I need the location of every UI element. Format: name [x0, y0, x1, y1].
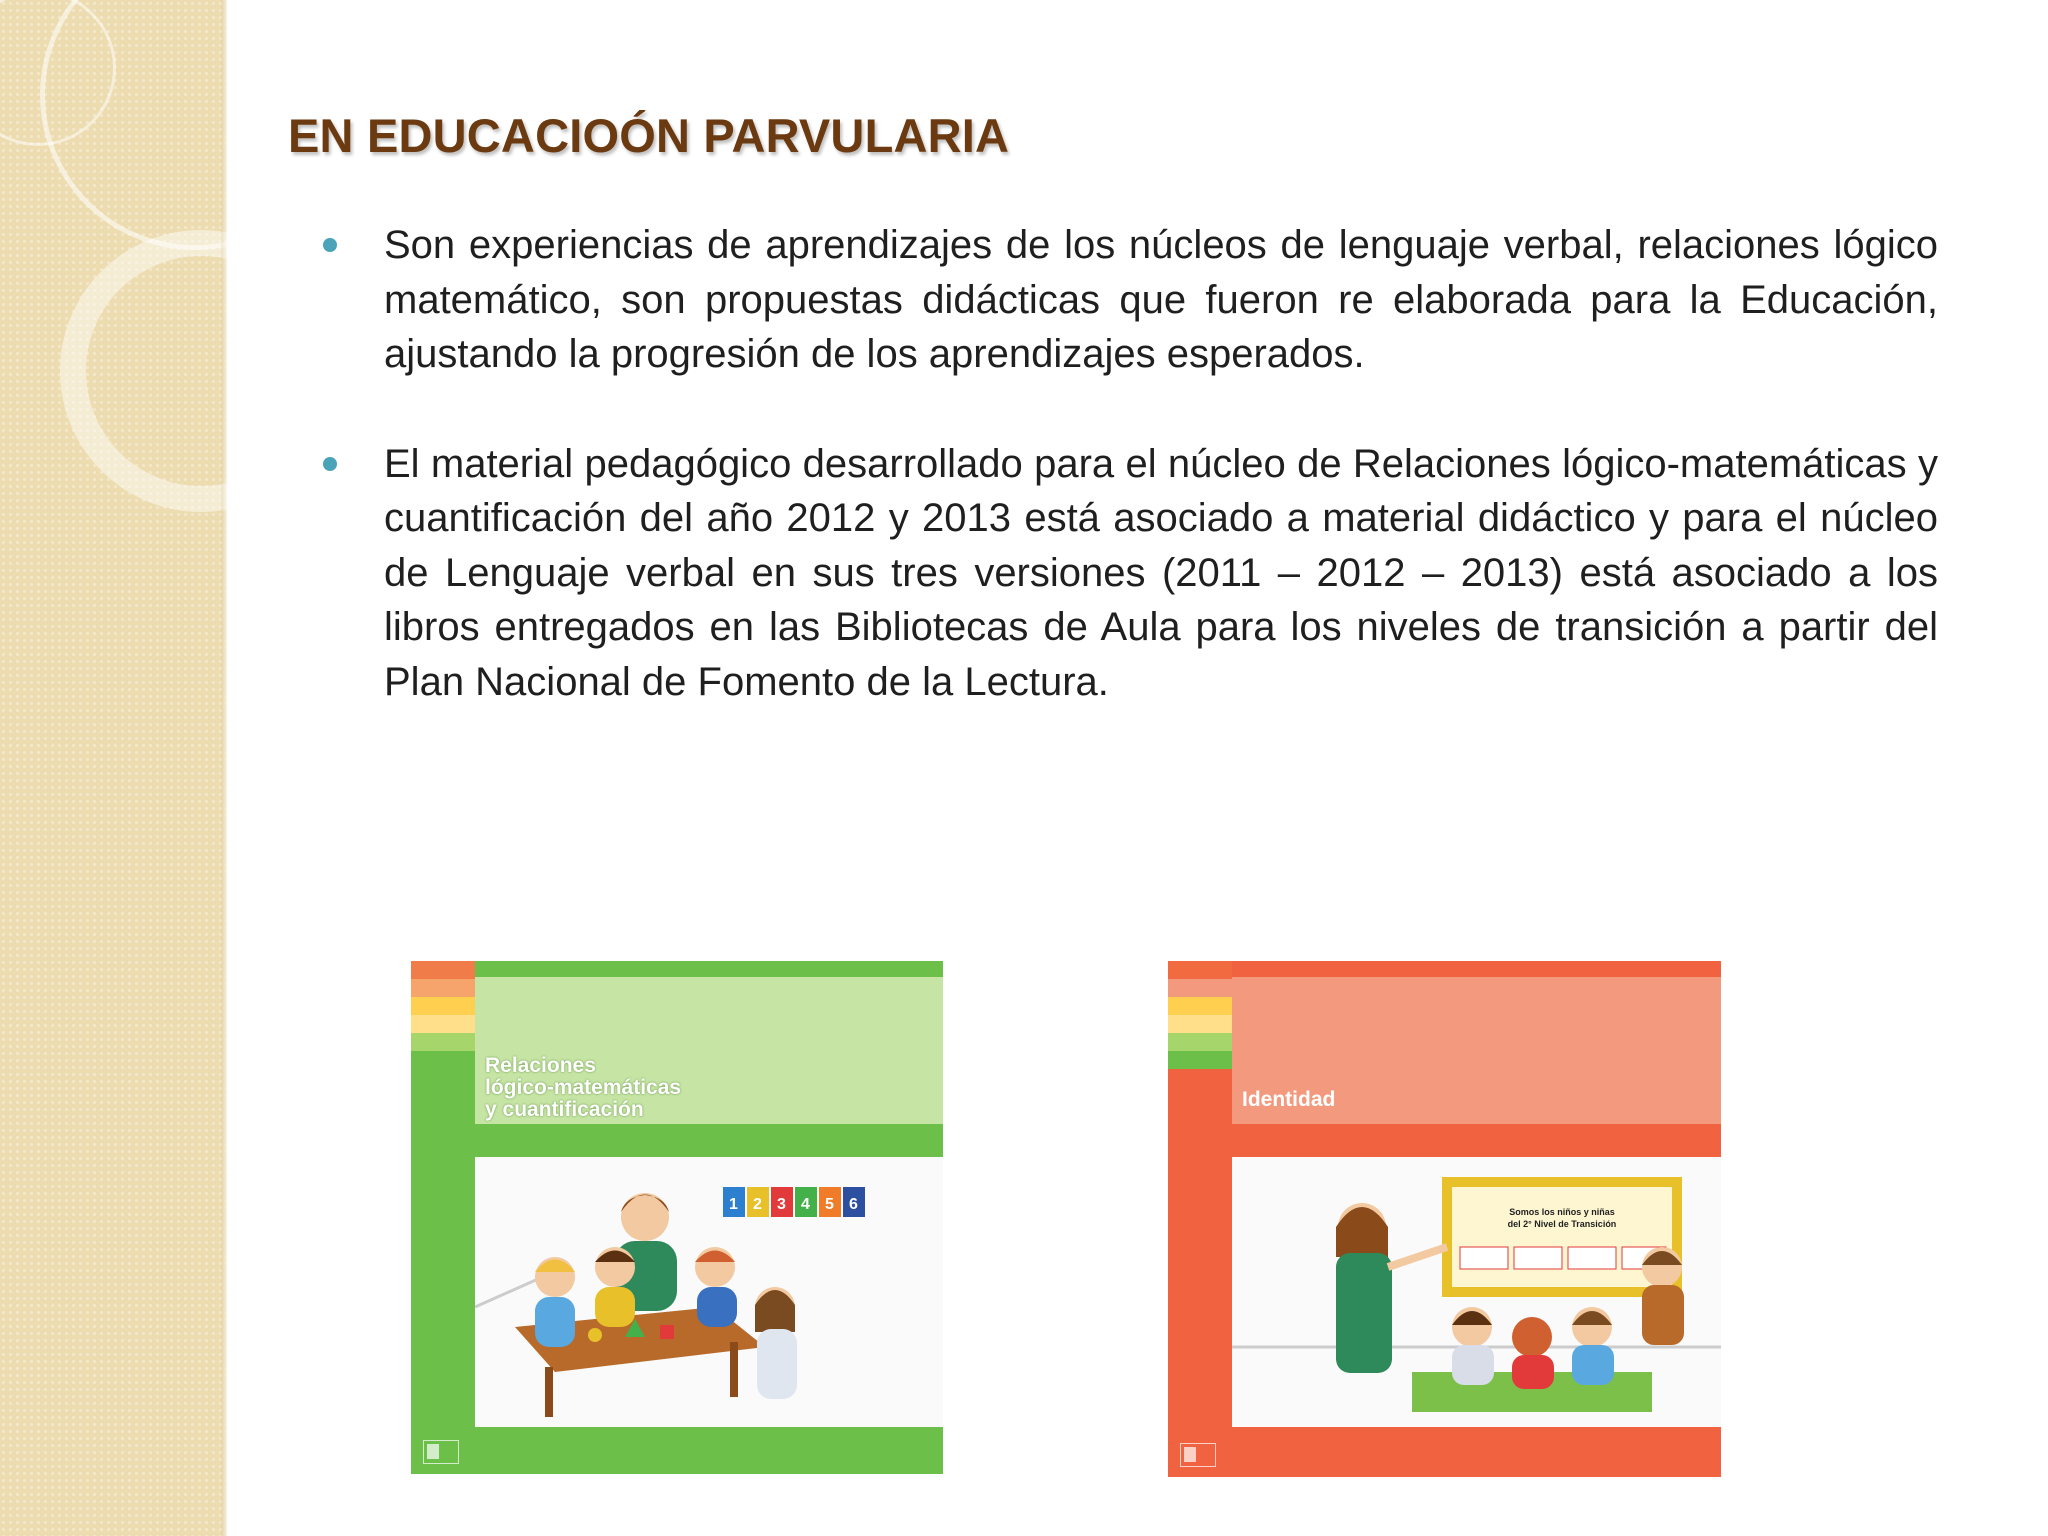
- bullet-item: [316, 218, 1938, 382]
- cover-illustration: [1232, 1157, 1721, 1427]
- cover-header: [1232, 961, 1721, 1124]
- strip-edge: [221, 0, 227, 1536]
- bullet-text: Son experiencias de aprendizajes de los núcleos de lenguaje verbal, relaciones lógico matemático, son propuestas didácticas que fueron re elaborada para la Educación, ajustando la progresión de los aprendizajes esperados.: [384, 223, 1938, 376]
- cover-illustration: [475, 1157, 943, 1427]
- color-stripes: [411, 961, 475, 1069]
- decorative-side-strip: [0, 0, 227, 1536]
- decorative-swirl: [60, 230, 227, 512]
- bullet-list: [316, 218, 1938, 764]
- color-stripes: [1168, 961, 1232, 1069]
- number-card: 6: [849, 1196, 858, 1213]
- number-card: 3: [777, 1196, 786, 1213]
- bullet-text: El material pedagógico desarrollado para el núcleo de Relaciones lógico-matemáticas y cuantificación del año 2012 y 2013 está asociado a material didáctico y para el núcleo de Lenguaje verbal en sus tres versiones (2011 – 2012 – 2013) está asociado a los libros entregados en las Bibliotecas de Aula para los niveles de transición a partir del Plan Nacional de Fomento de la Lectura.: [384, 441, 1938, 704]
- bullet-dot-icon: [323, 457, 337, 471]
- classroom-illustration: [1232, 1157, 1721, 1427]
- number-card: 2: [753, 1196, 762, 1213]
- cover-header: [475, 961, 943, 1124]
- decorative-swirl: [40, 0, 227, 250]
- book-cover-identidad: [1168, 961, 1721, 1477]
- number-card: 4: [801, 1196, 810, 1213]
- book-title: Relaciones lógico-matemáticas y cuantificación: [485, 1054, 682, 1121]
- number-card: 1: [729, 1196, 738, 1213]
- bullet-item: [316, 437, 1938, 710]
- ministry-logo-icon: [1180, 1443, 1216, 1467]
- book-title: Identidad: [1242, 1088, 1336, 1111]
- slide-title: EN EDUCACIOÓN PARVULARIA: [288, 109, 1010, 162]
- book-cover-relaciones: [411, 961, 943, 1474]
- ministry-logo-icon: [423, 1440, 459, 1464]
- classroom-illustration: [475, 1157, 943, 1427]
- number-card: 5: [825, 1196, 834, 1213]
- bullet-dot-icon: [323, 238, 337, 252]
- board-text: Somos los niños y niñas del 2° Nivel de Transición: [1507, 1207, 1617, 1229]
